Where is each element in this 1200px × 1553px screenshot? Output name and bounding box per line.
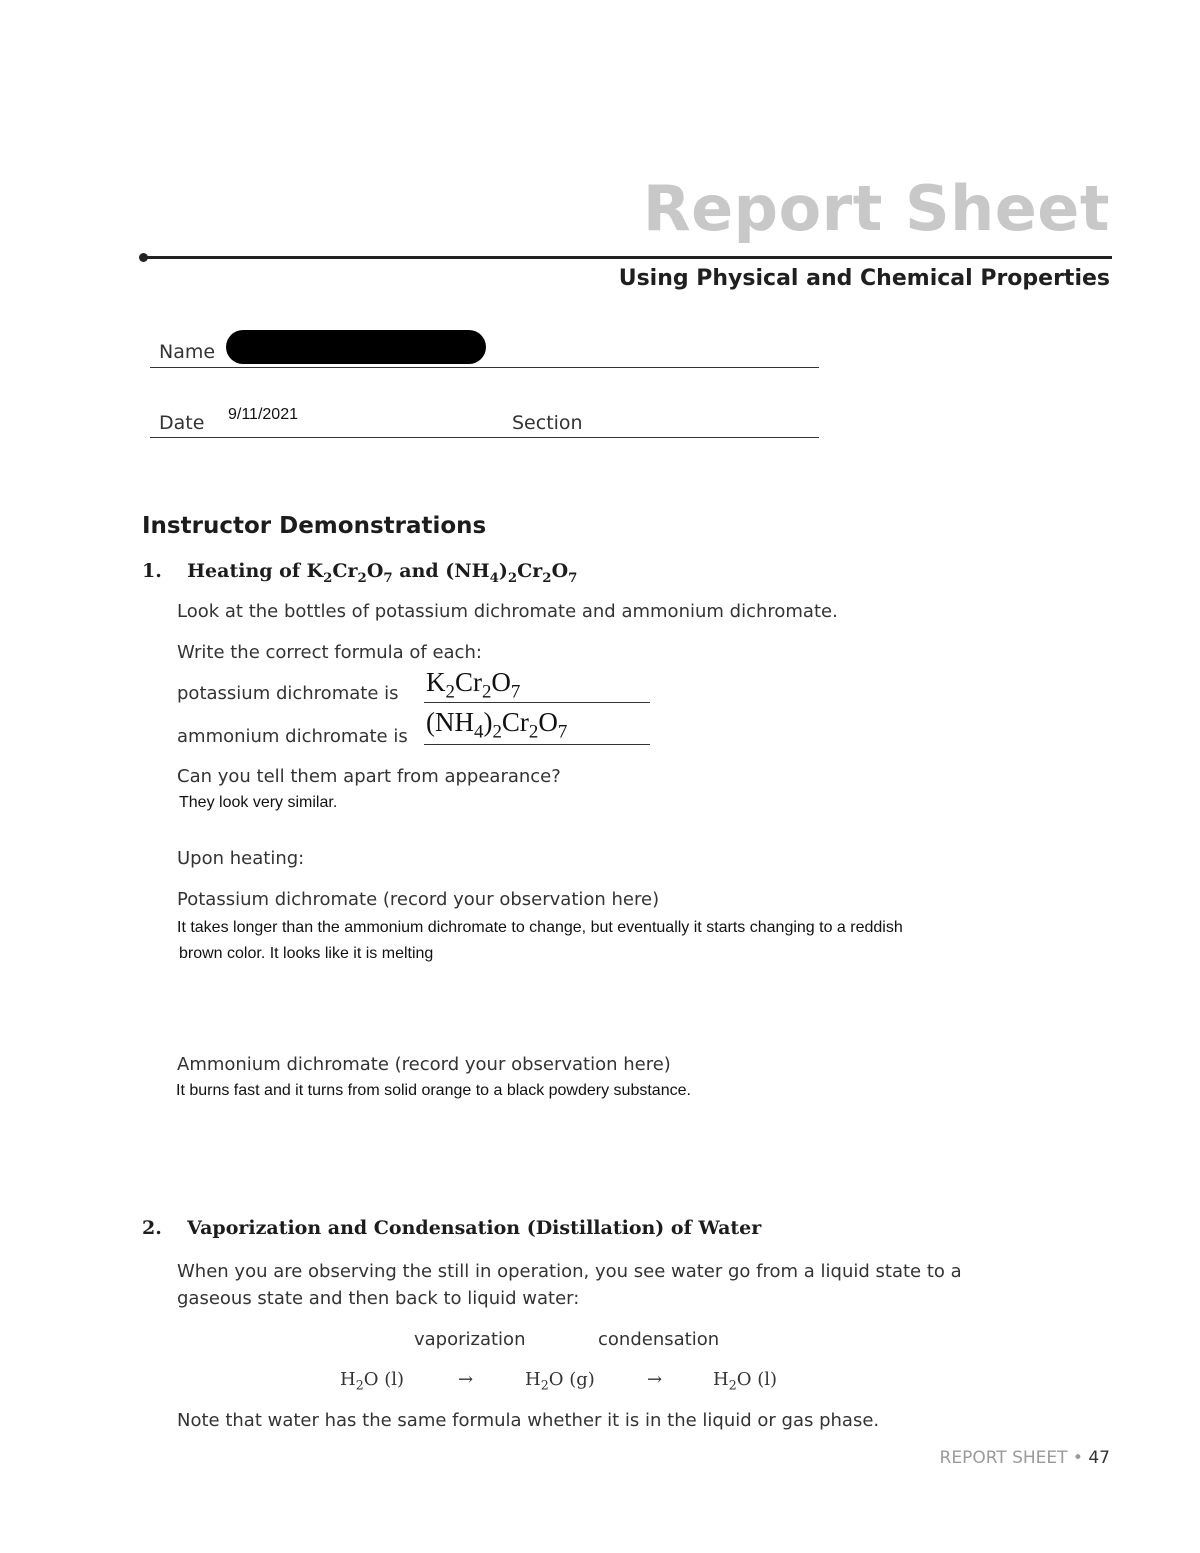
condensation-label: condensation (598, 1329, 720, 1350)
upon-heating-label: Upon heating: (177, 848, 305, 869)
footer-label: REPORT SHEET • (939, 1448, 1083, 1468)
q2-title (142, 1217, 761, 1239)
potassium-observation-line2[interactable]: brown color. It looks like it is melting (179, 945, 434, 962)
section-heading: Instructor Demonstrations (142, 513, 487, 539)
arrow-vaporization: → (458, 1369, 474, 1390)
arrow-condensation: → (647, 1369, 663, 1390)
ammonium-formula-label: ammonium dichromate is (177, 726, 408, 747)
date-value[interactable]: 9/11/2021 (228, 406, 298, 423)
state-liquid-2: (l) (757, 1369, 778, 1390)
report-sheet-title: Report Sheet (642, 172, 1110, 245)
appearance-answer[interactable]: They look very similar. (179, 794, 338, 811)
q1-title-prefix: Heating of (187, 560, 300, 582)
name-label: Name (159, 341, 216, 363)
q2-body-line2: gaseous state and then back to liquid water: (177, 1288, 580, 1309)
ammonium-formula-answer[interactable]: $(NH_4)_2Cr_2O_7$ (426, 707, 568, 743)
ammonium-observation-label: Ammonium dichromate (record your observation here) (177, 1054, 671, 1075)
vaporization-label: vaporization (414, 1329, 526, 1350)
potassium-formula-answer[interactable]: $K_2Cr_2O_7$ (426, 667, 521, 703)
header-rule (142, 256, 1112, 259)
q1-instruction: Look at the bottles of potassium dichromate and ammonium dichromate. (177, 601, 838, 622)
page-number: 47 (1088, 1448, 1110, 1468)
potassium-formula-line (424, 702, 650, 703)
q1-title: 1. Heating of $K_2Cr_2O_7$ and $(NH_4)_2Cr_2O_7$ (142, 560, 578, 586)
appearance-question: Can you tell them apart from appearance? (177, 766, 561, 787)
ammonium-observation-answer[interactable]: It burns fast and it turns from solid orange to a black powdery substance. (176, 1082, 691, 1099)
date-section-field-line[interactable] (150, 437, 819, 438)
state-liquid-1: (l) (384, 1369, 405, 1390)
potassium-formula-label: potassium dichromate is (177, 683, 399, 704)
ammonium-formula-line (424, 744, 650, 745)
water-liquid-end: $H_2O$ (l) (713, 1369, 778, 1393)
q2-number: 2. (142, 1217, 162, 1239)
q2-note: Note that water has the same formula whether it is in the liquid or gas phase. (177, 1410, 880, 1431)
potassium-observation-label: Potassium dichromate (record your observation here) (177, 889, 660, 910)
report-subtitle: Using Physical and Chemical Properties (618, 266, 1110, 291)
q2-title-text: Vaporization and Condensation (Distillation) of Water (187, 1217, 762, 1239)
q2-body-line1: When you are observing the still in operation, you see water go from a liquid state to a (177, 1261, 962, 1282)
q1-title-mid: and (399, 560, 439, 582)
name-field-line[interactable] (150, 367, 819, 368)
date-label: Date (159, 412, 205, 434)
section-label: Section (512, 412, 583, 434)
q1-write-prompt: Write the correct formula of each: (177, 642, 482, 663)
state-gas: (g) (569, 1369, 595, 1390)
redacted-name (226, 330, 486, 364)
potassium-observation-line1[interactable]: It takes longer than the ammonium dichromate to change, but eventually it starts changing to a reddish (177, 919, 903, 936)
q1-number: 1. (142, 560, 162, 582)
water-liquid-start: $H_2O$ (l) (340, 1369, 405, 1393)
water-gas: $H_2O$ (g) (525, 1369, 595, 1393)
page-footer (940, 1448, 1110, 1468)
